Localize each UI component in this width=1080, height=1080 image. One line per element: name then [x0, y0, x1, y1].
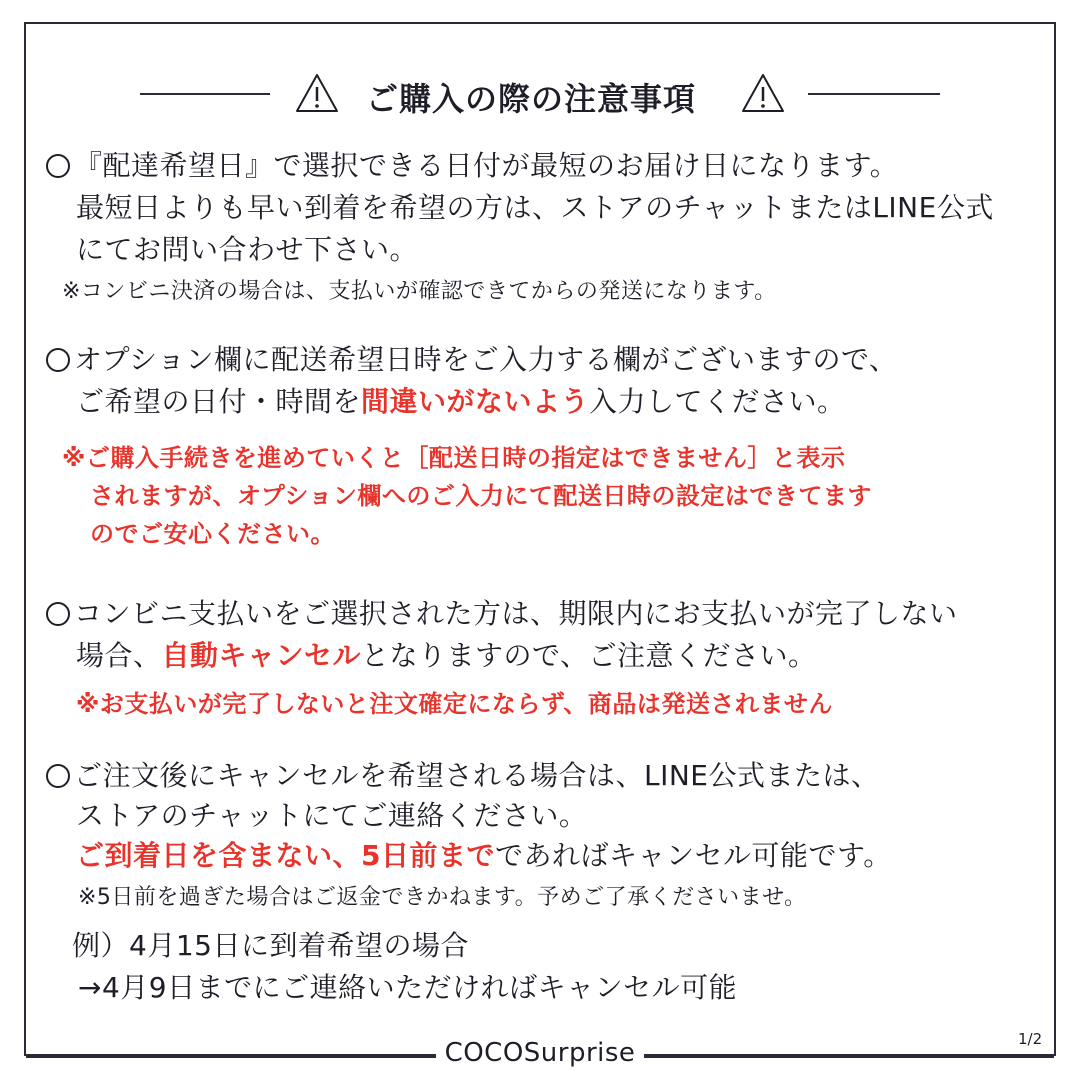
section-1-text-1: 『配達希望日』で選択できる日付が最短のお届け日になります。	[74, 149, 899, 182]
example-line-2: →4月9日までにご連絡いただければキャンセル可能	[78, 971, 738, 1004]
section-4-line-1	[46, 754, 880, 794]
section-3-text-2b: となりますので、ご注意ください。	[361, 639, 817, 672]
circle-bullet-icon	[46, 348, 70, 372]
section-3-text-1: コンビニ支払いをご選択された方は、期限内にお支払いが完了しない	[74, 597, 958, 630]
circle-bullet-icon	[46, 154, 70, 178]
circle-bullet-icon	[46, 764, 70, 788]
title-divider-right	[808, 93, 940, 95]
section-4-text-1: ご注文後にキャンセルを希望される場合は、LINE公式または、	[74, 759, 880, 792]
title-row	[0, 68, 1080, 118]
section-1-note: ※コンビニ決済の場合は、支払いが確認できてからの発送になります。	[62, 279, 777, 304]
section-4-text-3b: であればキャンセル可能です。	[494, 839, 892, 872]
footer-divider-left	[26, 1056, 436, 1058]
footer	[0, 1038, 1080, 1074]
circle-bullet-icon	[46, 602, 70, 626]
example-line-1: 例）4月15日に到着希望の場合	[72, 929, 469, 962]
warning-triangle-icon	[294, 72, 340, 114]
section-3-red-note: ※お支払いが完了しないと注文確定にならず、商品は発送されません	[76, 690, 833, 718]
section-2-text-2a: ご希望の日付・時間を	[76, 385, 362, 418]
section-1-line-2: 最短日よりも早い到着を希望の方は、ストアのチャットまたはLINE公式	[76, 191, 994, 224]
section-2-text-2b: 入力してください。	[589, 385, 846, 418]
footer-divider-right	[644, 1056, 1054, 1058]
section-1-line-3: にてお問い合わせ下さい。	[76, 233, 419, 266]
page-number: 1/2	[1018, 1030, 1043, 1048]
section-3-line-1	[46, 592, 958, 632]
title-divider-left	[140, 93, 270, 95]
section-2-line-2	[76, 380, 846, 420]
warning-triangle-icon	[740, 72, 786, 114]
section-2-text-1: オプション欄に配送希望日時をご入力する欄がございますので、	[74, 343, 898, 376]
section-4-line-3	[76, 834, 892, 874]
emphasis-auto-cancel: 自動キャンセル	[161, 639, 362, 672]
emphasis-five-days-before: ご到着日を含まない、5日前まで	[76, 839, 495, 872]
section-4-note: ※5日前を過ぎた場合はご返金できかねます。予めご了承くださいませ。	[78, 885, 807, 910]
page-title: ご購入の際の注意事項	[366, 80, 697, 118]
emphasis-no-mistakes: 間違いがないよう	[361, 385, 590, 418]
section-2-red-note-1: ※ご購入手続きを進めていくと［配送日時の指定はできません］と表示	[62, 444, 846, 472]
brand-logo: COCOSurprise	[436, 1038, 644, 1068]
section-4-line-2: ストアのチャットにてご連絡ください。	[76, 799, 588, 832]
section-3-line-2	[76, 634, 816, 674]
section-2-line-1	[46, 338, 897, 378]
section-1-line-1	[46, 144, 898, 184]
section-2-red-note-2: されますが、オプション欄へのご入力にて配送日時の設定はできてます	[90, 482, 872, 510]
section-3-text-2a: 場合、	[76, 639, 162, 672]
section-2-red-note-3: のでご安心ください。	[90, 520, 335, 548]
